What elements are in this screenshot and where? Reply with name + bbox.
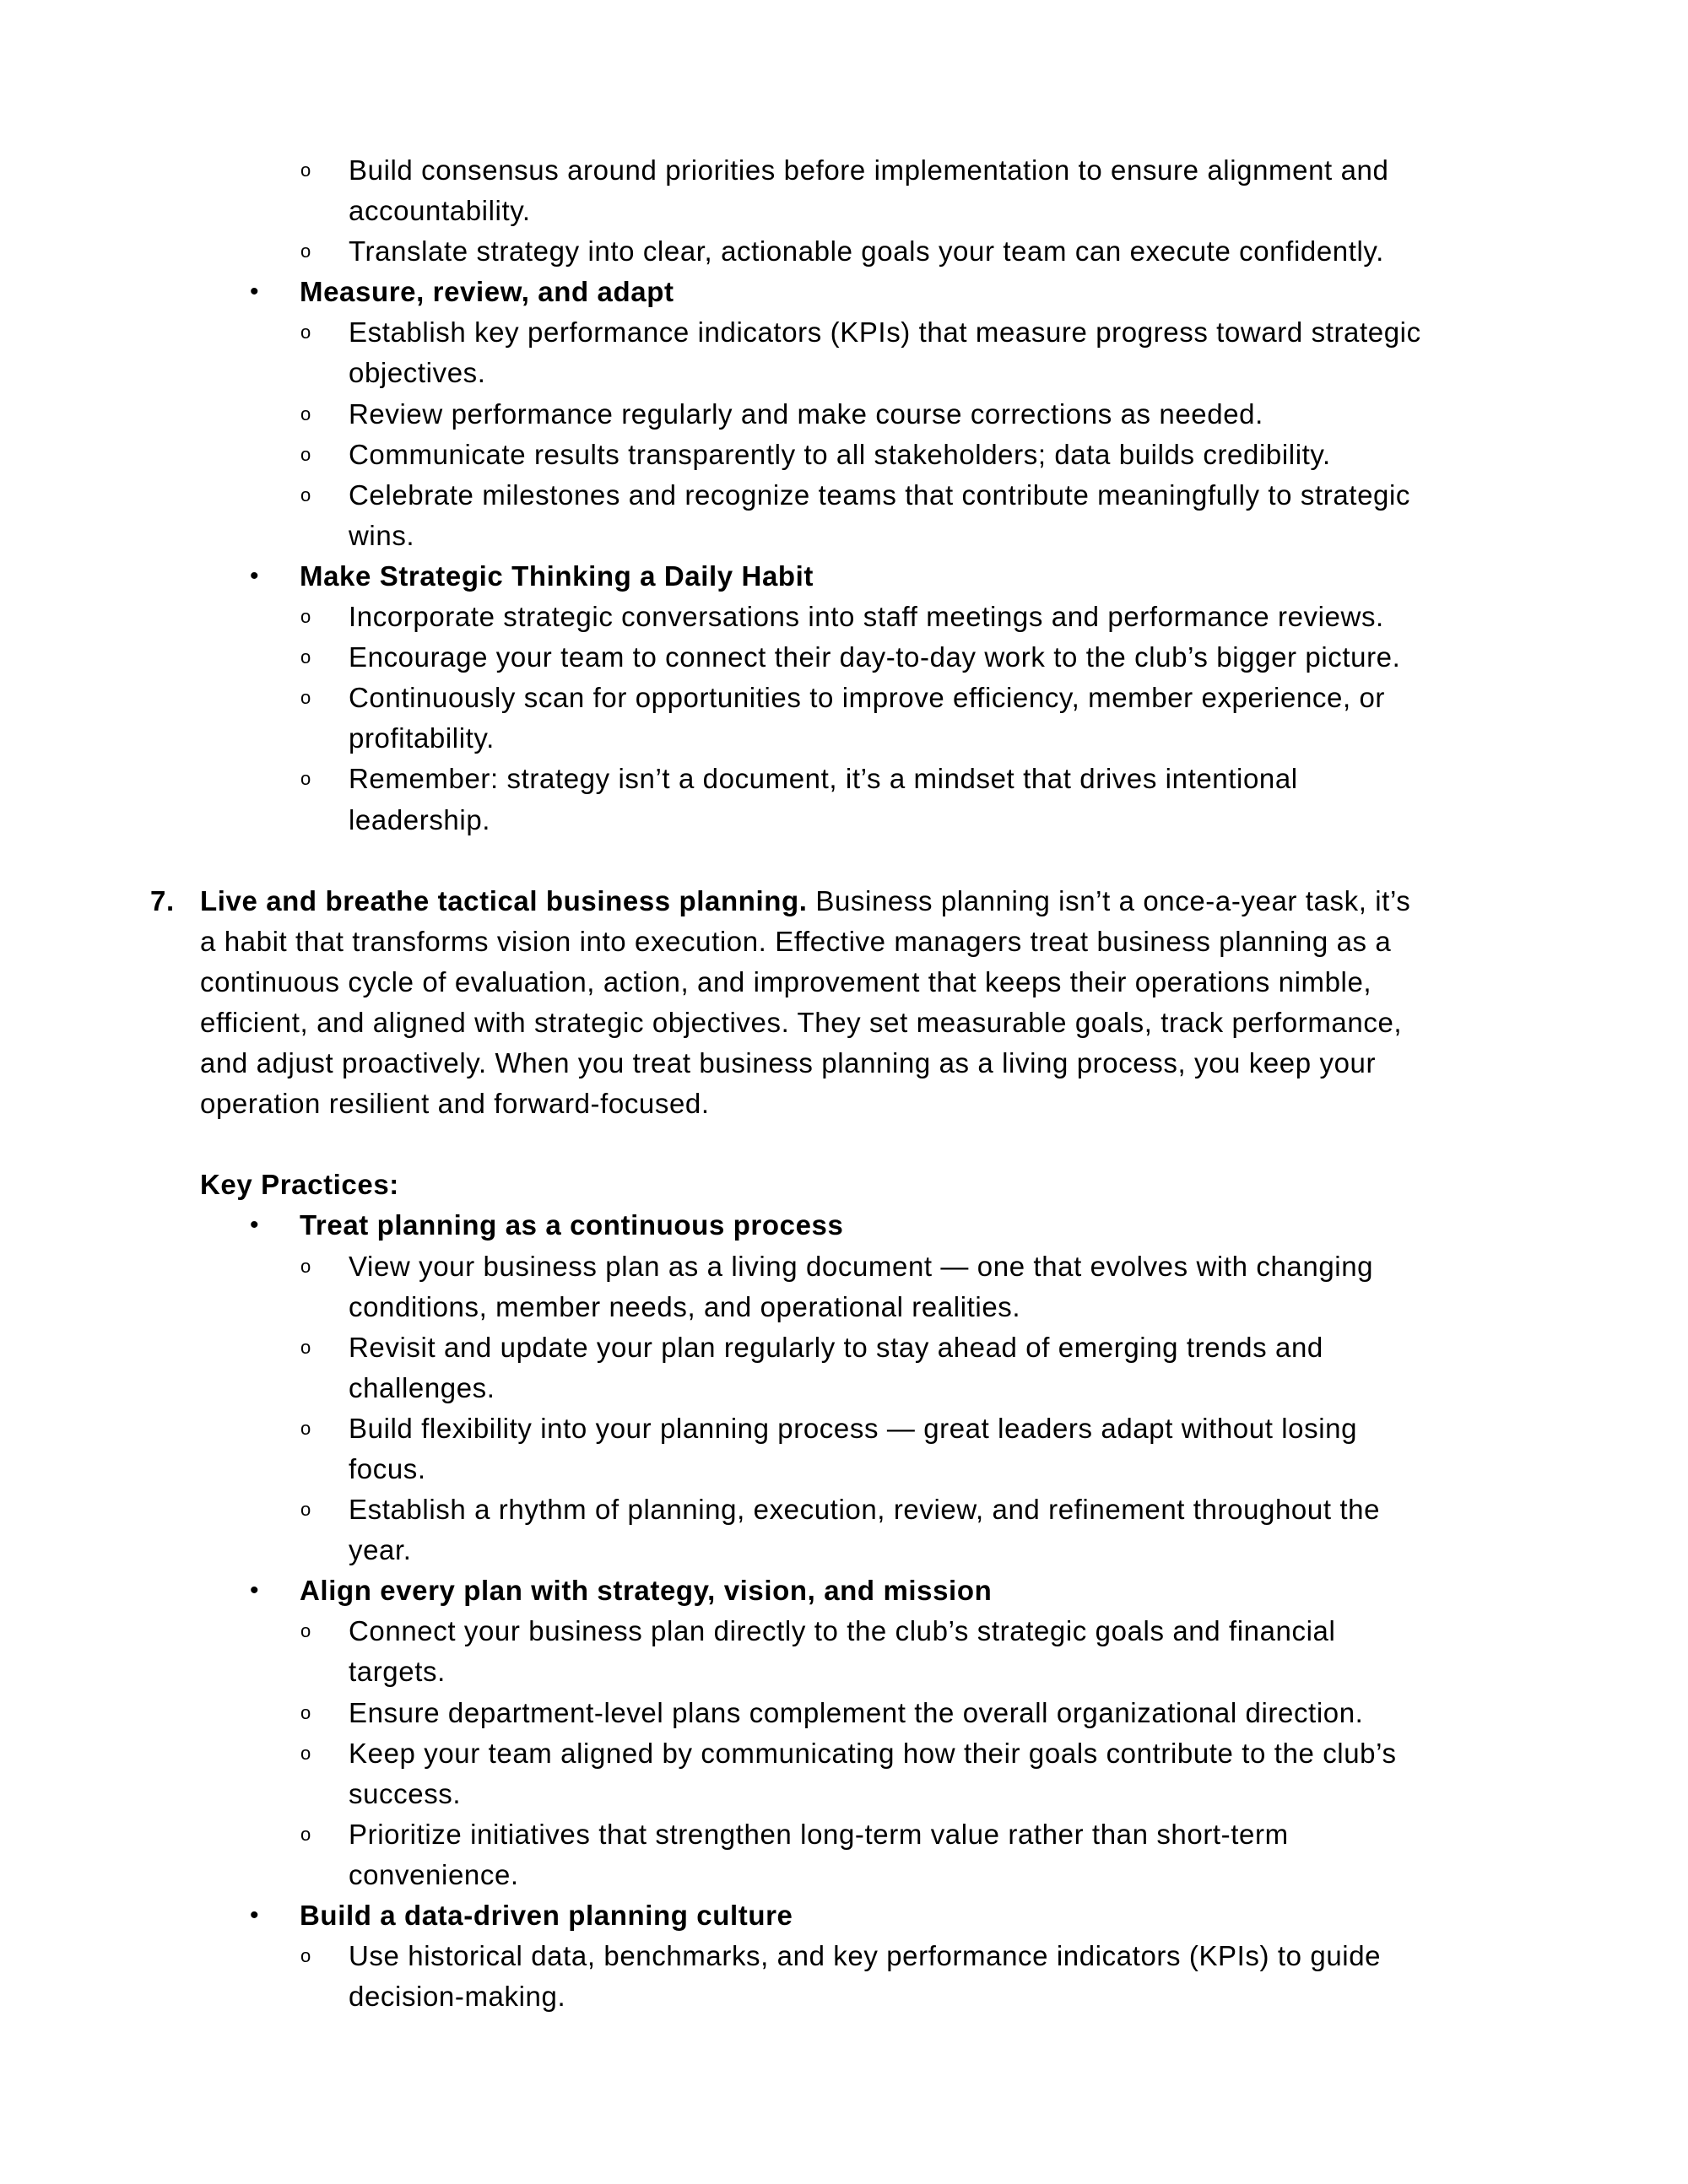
list-item-text: profitability. <box>349 722 495 754</box>
paragraph-text: continuous cycle of evaluation, action, and improvement that keeps their operations nimble, <box>200 965 1372 997</box>
sub-bullet-icon: o <box>300 159 311 181</box>
document-page <box>0 150 1688 2017</box>
list-item-text: Ensure department-level plans complement the overall organizational direction. <box>349 1696 1364 1728</box>
list-item-text: decision-making. <box>349 1981 566 2013</box>
paragraph-text: Business planning isn’t a once-a-year task, it’s <box>807 884 1411 916</box>
list-item-text: year. <box>349 1534 412 1566</box>
sub-bullet-icon: o <box>300 1255 311 1277</box>
sub-bullet-icon: o <box>300 1336 311 1358</box>
list-item-continuation <box>0 1530 1688 1570</box>
list-item <box>0 1489 1688 1530</box>
list-item-text: Celebrate milestones and recognize teams that contribute meaningfully to strategic <box>349 478 1411 511</box>
list-item-text: Translate strategy into clear, actionable goals your team can execute confidently. <box>349 235 1384 268</box>
list-item-text: conditions, member needs, and operational realities. <box>349 1290 1021 1322</box>
list-item-text: Establish a rhythm of planning, execution, review, and refinement throughout the <box>349 1494 1381 1526</box>
sub-bullet-icon: o <box>300 1701 311 1723</box>
list-item-text: Review performance regularly and make course corrections as needed. <box>349 397 1263 430</box>
list-item-text: convenience. <box>349 1858 519 1890</box>
paragraph-text: operation resilient and forward-focused. <box>200 1088 710 1120</box>
list-item-text: View your business plan as a living document — one that evolves with changing <box>349 1250 1374 1282</box>
list-item <box>0 231 1688 272</box>
list-item-text: Incorporate strategic conversations into staff meetings and performance reviews. <box>349 601 1384 633</box>
list-item-text: Encourage your team to connect their day-to-day work to the club’s bigger picture. <box>349 641 1401 673</box>
bullet-icon: • <box>250 1576 260 1605</box>
list-item <box>0 597 1688 637</box>
list-item-text: Keep your team aligned by communicating how their goals contribute to the club’s <box>349 1737 1397 1769</box>
list-item <box>0 1936 1688 1976</box>
list-item-continuation <box>0 191 1688 231</box>
list-item-text: Remember: strategy isn’t a document, it’s a mindset that drives intentional <box>349 763 1298 795</box>
list-item-continuation <box>0 1855 1688 1895</box>
sub-bullet-icon: o <box>300 1499 311 1521</box>
list-item <box>0 1693 1688 1733</box>
list-item <box>0 1611 1688 1652</box>
bullet-heading <box>0 556 1688 597</box>
blank-line <box>0 841 1688 881</box>
list-item <box>0 678 1688 718</box>
list-item-text: focus. <box>349 1453 426 1484</box>
paragraph-line <box>0 922 1688 962</box>
list-item <box>0 475 1688 516</box>
list-item-continuation <box>0 1368 1688 1408</box>
list-item-text: wins. <box>349 519 415 551</box>
sub-bullet-icon: o <box>300 768 311 790</box>
sub-bullet-icon: o <box>300 241 311 262</box>
list-item-text: Build flexibility into your planning process — great leaders adapt without losing <box>349 1412 1358 1444</box>
sub-bullet-icon: o <box>300 1945 311 1967</box>
key-practices-label-row <box>0 1165 1688 1205</box>
sub-bullet-icon: o <box>300 1823 311 1845</box>
list-item-continuation <box>0 1449 1688 1489</box>
list-item-continuation <box>0 1774 1688 1814</box>
paragraph-line <box>0 962 1688 1003</box>
paragraph-text: efficient, and aligned with strategic objectives. They set measurable goals, track performance, <box>200 1006 1403 1038</box>
list-item <box>0 312 1688 353</box>
sub-bullet-icon: o <box>300 606 311 628</box>
list-item-continuation <box>0 800 1688 841</box>
sub-bullet-icon: o <box>300 403 311 424</box>
bullet-icon: • <box>250 1211 260 1240</box>
paragraph-line <box>0 1084 1688 1124</box>
list-item-text: Communicate results transparently to all stakeholders; data builds credibility. <box>349 438 1331 470</box>
sub-bullet-icon: o <box>300 687 311 709</box>
list-item-text: leadership. <box>349 803 491 835</box>
sub-bullet-icon: o <box>300 646 311 668</box>
bullet-heading-text: Make Strategic Thinking a Daily Habit <box>300 560 814 592</box>
list-item <box>0 1246 1688 1287</box>
list-item-continuation <box>0 1652 1688 1692</box>
list-item-continuation <box>0 1287 1688 1327</box>
bullet-icon: • <box>250 278 260 306</box>
list-item <box>0 394 1688 435</box>
sub-bullet-icon: o <box>300 1742 311 1764</box>
bullet-heading <box>0 1570 1688 1611</box>
section-number: 7. <box>150 884 175 916</box>
list-item-continuation <box>0 353 1688 393</box>
list-item <box>0 1814 1688 1855</box>
list-item <box>0 759 1688 799</box>
sub-bullet-icon: o <box>300 484 311 505</box>
blank-line <box>0 1124 1688 1165</box>
list-item-text: targets. <box>349 1656 446 1688</box>
list-item-text: challenges. <box>349 1371 495 1403</box>
list-item-text: accountability. <box>349 195 531 227</box>
list-item <box>0 150 1688 191</box>
list-item-text: Continuously scan for opportunities to improve efficiency, member experience, or <box>349 682 1386 714</box>
bullet-heading-text: Align every plan with strategy, vision, and mission <box>300 1575 993 1607</box>
list-item-continuation <box>0 516 1688 556</box>
list-item <box>0 637 1688 678</box>
list-item-text: success. <box>349 1777 462 1809</box>
bullet-icon: • <box>250 561 260 590</box>
list-item-text: Use historical data, benchmarks, and key performance indicators (KPIs) to guide <box>349 1940 1382 1972</box>
list-item-continuation <box>0 718 1688 759</box>
list-item-text: objectives. <box>349 357 486 389</box>
list-item <box>0 1327 1688 1368</box>
list-item <box>0 1408 1688 1449</box>
bullet-heading <box>0 1205 1688 1246</box>
list-item-text: Revisit and update your plan regularly to stay ahead of emerging trends and <box>349 1331 1323 1363</box>
sub-bullet-icon: o <box>300 322 311 343</box>
list-item-text: Establish key performance indicators (KPIs) that measure progress toward strategic <box>349 316 1421 349</box>
bullet-heading-text: Build a data-driven planning culture <box>300 1900 793 1932</box>
sub-bullet-icon: o <box>300 1417 311 1439</box>
list-item-continuation <box>0 1976 1688 2017</box>
section-heading <box>0 881 1688 922</box>
paragraph-text: and adjust proactively. When you treat business planning as a living process, you keep your <box>200 1047 1377 1079</box>
list-item <box>0 1733 1688 1774</box>
list-item-text: Build consensus around priorities before implementation to ensure alignment and <box>349 154 1389 186</box>
list-item <box>0 435 1688 475</box>
sub-bullet-icon: o <box>300 443 311 465</box>
sub-bullet-icon: o <box>300 1620 311 1642</box>
bullet-heading <box>0 1895 1688 1936</box>
list-item-text: Prioritize initiatives that strengthen long-term value rather than short-term <box>349 1818 1289 1850</box>
paragraph-line <box>0 1003 1688 1043</box>
bullet-icon: • <box>250 1901 260 1930</box>
key-practices-label: Key Practices: <box>200 1169 399 1201</box>
paragraph-line <box>0 1043 1688 1084</box>
bullet-heading <box>0 272 1688 312</box>
section-title: Live and breathe tactical business planning. <box>200 884 808 916</box>
bullet-heading-text: Measure, review, and adapt <box>300 276 674 308</box>
section-title-line <box>200 881 1410 922</box>
bullet-heading-text: Treat planning as a continuous process <box>300 1209 844 1241</box>
paragraph-text: a habit that transforms vision into execution. Effective managers treat business planning as a <box>200 925 1392 957</box>
list-item-text: Connect your business plan directly to the club’s strategic goals and financial <box>349 1615 1336 1647</box>
